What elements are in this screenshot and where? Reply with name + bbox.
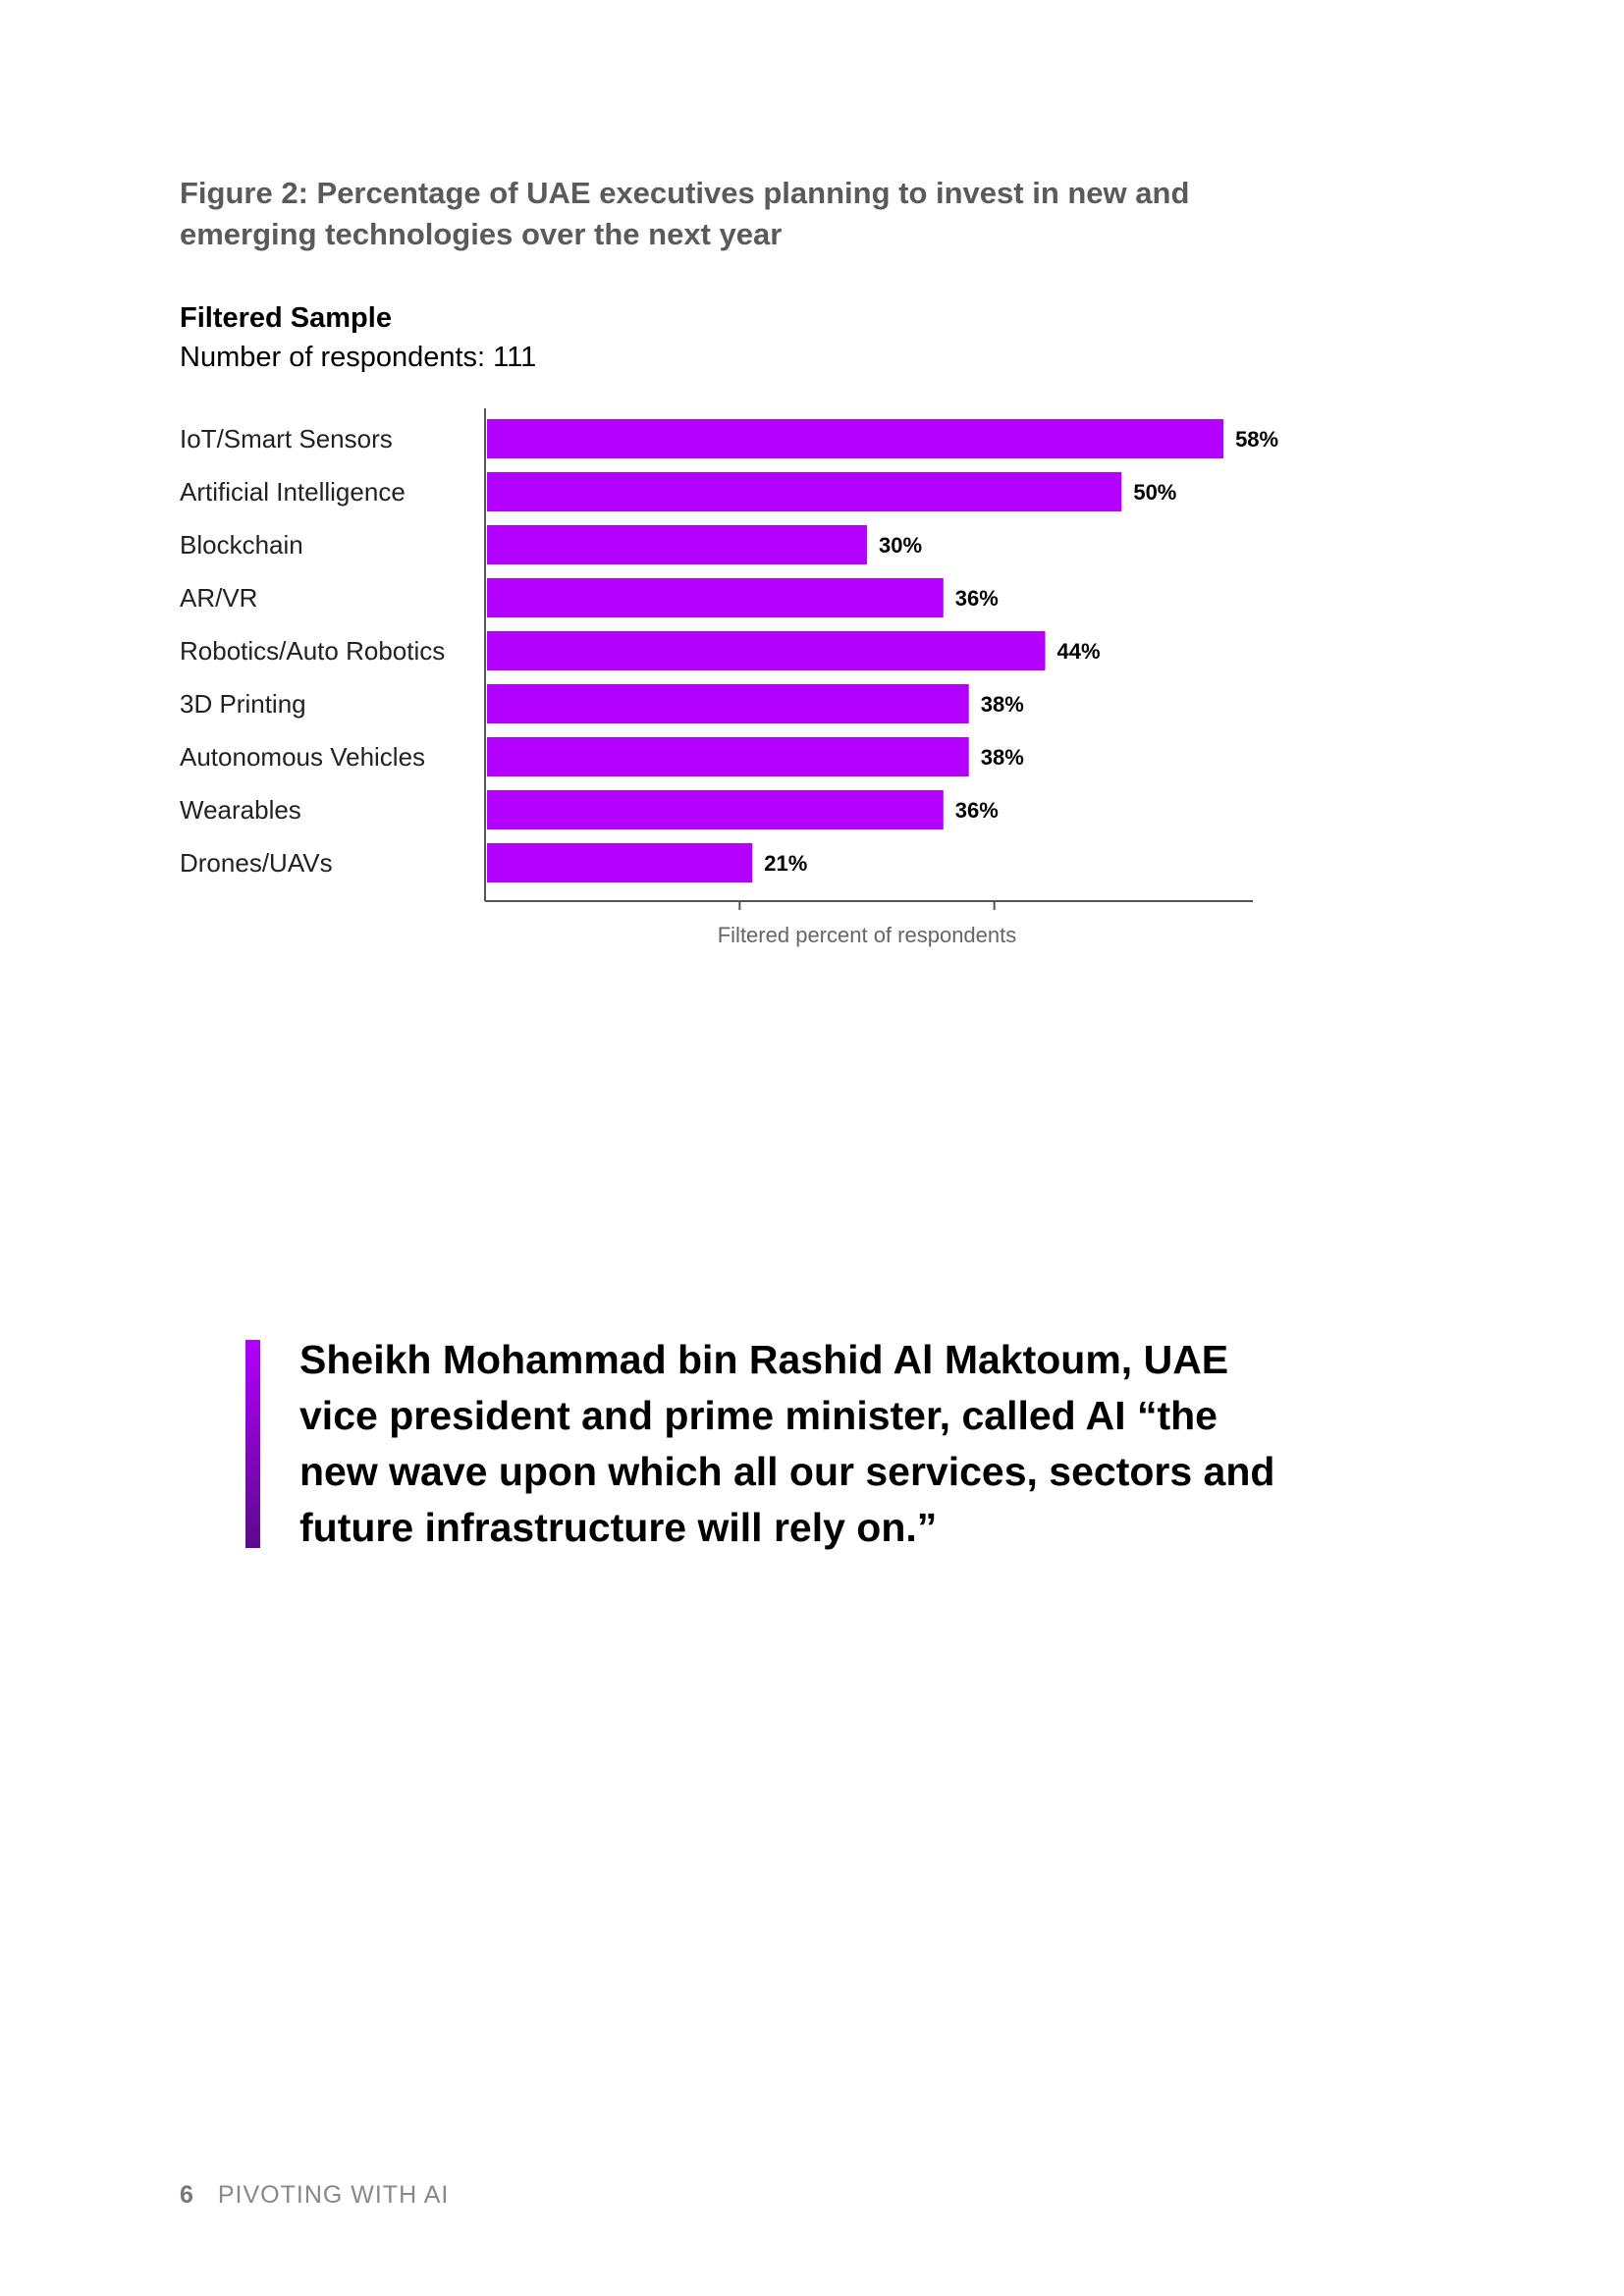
category-label: IoT/Smart Sensors [180, 424, 393, 454]
bar [487, 631, 1046, 670]
bar [487, 472, 1121, 511]
page-number: 6 [180, 2181, 193, 2209]
pull-quote: Sheikh Mohammad bin Rashid Al Maktoum, UAE vice president and prime minister, called AI “the new wave upon which all our services, sectors and future infrastructure will rely on.” [299, 1337, 1275, 1550]
quote-accent-bar [245, 1340, 260, 1548]
data-label: 30% [879, 533, 923, 558]
data-label: 36% [954, 586, 999, 611]
category-label: AR/VR [180, 583, 258, 613]
category-label: Artificial Intelligence [180, 477, 406, 507]
bar [487, 790, 944, 829]
category-label: Robotics/Auto Robotics [180, 636, 446, 666]
data-label: 58% [1235, 427, 1279, 452]
data-label: 36% [954, 798, 999, 823]
x-axis-label: Filtered percent of respondents [717, 923, 1017, 947]
figure-title: Figure 2: Percentage of UAE executives planning to invest in new and emerging technologies over the next year [180, 176, 1190, 251]
respondents-count: Number of respondents: 111 [180, 342, 537, 373]
data-label: 44% [1056, 639, 1101, 664]
category-label: Drones/UAVs [180, 848, 333, 878]
bar-chart [0, 0, 1624, 982]
page-footer [180, 2181, 449, 2210]
bar [487, 843, 752, 882]
data-label: 21% [764, 851, 808, 876]
bar [487, 737, 969, 776]
bar [487, 525, 867, 564]
bar [487, 578, 944, 617]
category-label: Blockchain [180, 530, 303, 560]
running-title: PIVOTING WITH AI [217, 2181, 450, 2209]
category-label: Autonomous Vehicles [180, 742, 426, 772]
category-label: Wearables [180, 795, 301, 825]
data-label: 38% [980, 692, 1024, 717]
category-label: 3D Printing [180, 689, 306, 719]
data-label: 50% [1133, 480, 1177, 505]
bar [487, 684, 969, 723]
bar [487, 419, 1223, 458]
data-label: 38% [980, 745, 1024, 770]
sample-label: Filtered Sample [180, 302, 392, 334]
